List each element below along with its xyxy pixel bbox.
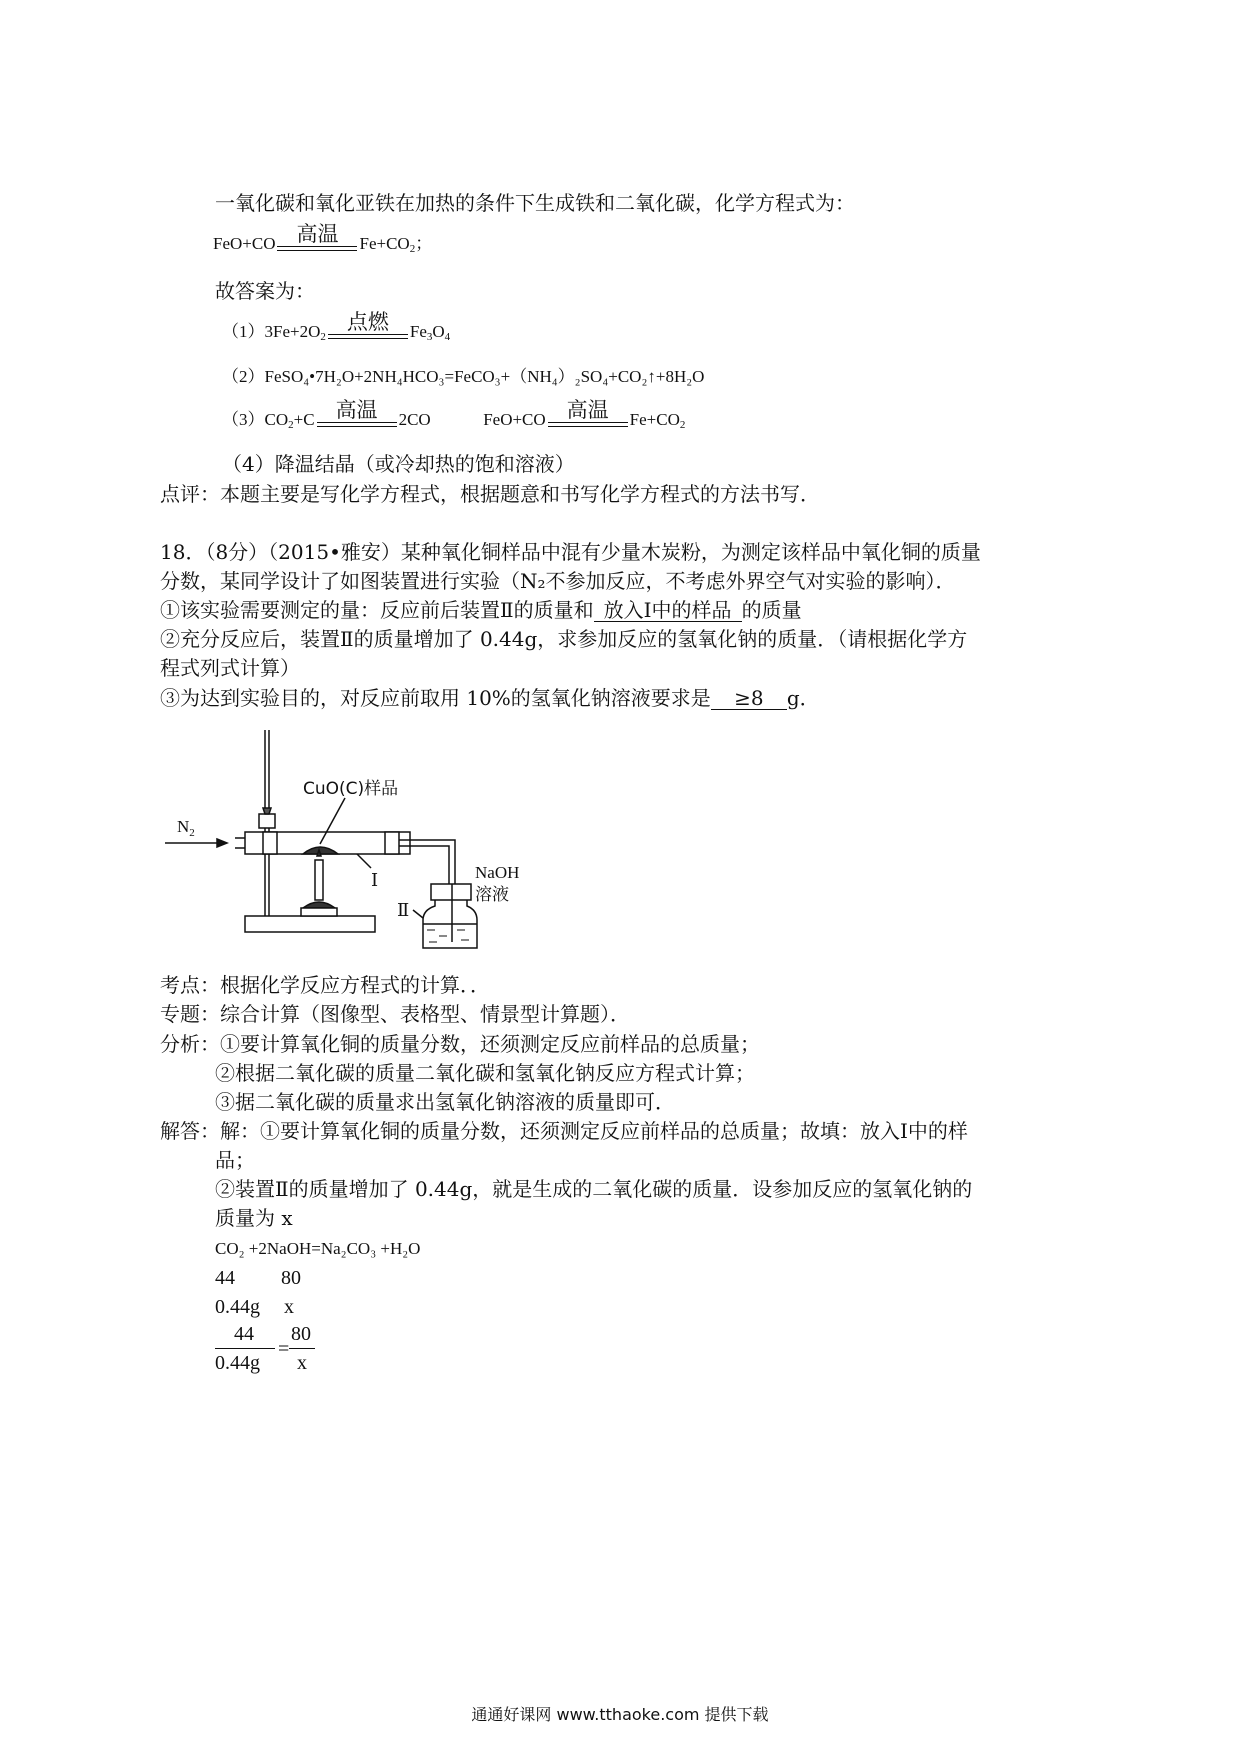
solution-label: 溶液 xyxy=(475,885,509,905)
answer-blank-3: ≥8 xyxy=(711,687,787,710)
q18-part1: ①该实验需要测定的量：反应前后装置Ⅱ的质量和 放入Ⅰ中的样品 的质量 xyxy=(160,598,802,622)
reaction-condition: 点燃 xyxy=(326,319,410,345)
frac-denominator-1: 0.44g xyxy=(215,1352,260,1374)
q18-part3: ③为达到实验目的，对反应前取用 10%的氢氧化钠溶液要求是 ≥8 g． xyxy=(160,686,820,710)
label-II: Ⅱ xyxy=(397,900,410,921)
q18-line2: 分数，某同学设计了如图装置进行实验（N₂不参加反应，不考虑外界空气对实验的影响）． xyxy=(160,569,956,593)
apparatus-diagram xyxy=(175,779,535,950)
equation-feo-co: FeO+CO 高温 $Fe+CO_2$； xyxy=(213,222,433,255)
answer-2: （2）FeSO₄•7H₂O+2NH₄HCO₃=FeCO₃+（NH₄）₂SO₄+CO₂↑+8H₂O xyxy=(222,367,705,386)
zhuanti: 专题：综合计算（图像型、表格型、情景型计算题）． xyxy=(160,1002,630,1026)
q18-part2-line1: ②充分反应后，装置Ⅱ的质量增加了 0.44g，求参加反应的氢氧化钠的质量．（请根据化学方 xyxy=(160,627,968,651)
eq-left: FeO+CO xyxy=(213,234,276,253)
comment: 点评：本题主要是写化学方程式，根据题意和书写化学方程式的方法书写． xyxy=(160,482,820,506)
frac-numerator-2: 80 xyxy=(291,1323,311,1345)
reaction-condition: 高温 xyxy=(315,407,399,433)
answer-4: （4）降温结晶（或冷却热的饱和溶液） xyxy=(222,452,575,476)
frac-denominator-2: x xyxy=(297,1352,307,1374)
jieda-3: ②装置Ⅱ的质量增加了 0.44g，就是生成的二氧化碳的质量．设参加反应的氢氧化钠的 xyxy=(215,1177,973,1201)
label-I: Ⅰ xyxy=(371,870,379,891)
ratio-row-2: 0.44g x xyxy=(215,1296,294,1318)
kaodian: 考点：根据化学反应方程式的计算．． xyxy=(160,973,490,997)
jieda-1: 解答：解：①要计算氧化铜的质量分数，还须测定反应前样品的总质量；故填：放入Ⅰ中的样 xyxy=(160,1119,968,1143)
co-feo-text: 一氧化碳和氧化亚铁在加热的条件下生成铁和二氧化碳，化学方程式为： xyxy=(215,191,855,215)
frac-equals: = xyxy=(278,1338,290,1360)
sample-label: CuO(C)样品 xyxy=(303,779,399,799)
footer: 通通好课网 www.tthaoke.com 提供下载 xyxy=(471,1705,769,1724)
fenxi-1: 分析：①要计算氧化铜的质量分数，还须测定反应前样品的总质量； xyxy=(160,1032,760,1056)
n2-label: $N_2$ xyxy=(177,817,195,839)
reaction-equation: CO₂ +2NaOH=Na₂CO₃ +H₂O xyxy=(215,1239,421,1258)
fenxi-2: ②根据二氧化碳的质量二氧化碳和氢氧化钠反应方程式计算； xyxy=(215,1061,755,1085)
answer-1: $(1)3Fe+2O_2$ 点燃 $Fe_3O_4$ xyxy=(222,310,451,343)
naoh-label: NaOH xyxy=(475,863,520,882)
reaction-condition: 高温 xyxy=(275,231,359,257)
q18-line1: 18．（8分）（2015•雅安）某种氧化铜样品中混有少量木炭粉，为测定该样品中氧化铜的质量 xyxy=(160,540,981,564)
frac-numerator-1: 44 xyxy=(234,1323,254,1345)
jieda-4: 质量为 x xyxy=(215,1206,293,1230)
jieda-2: 品； xyxy=(215,1148,255,1172)
q18-part2-line2: 程式列式计算） xyxy=(160,656,300,680)
ratio-row-1: 44 80 xyxy=(215,1267,301,1289)
reaction-condition: 高温 xyxy=(546,407,630,433)
fenxi-3: ③据二氧化碳的质量求出氢氧化钠溶液的质量即可． xyxy=(215,1090,675,1114)
answer-3: $(3)CO_2+C$ 高温 2CO FeO+CO 高温 $Fe+CO_2$ xyxy=(222,398,686,431)
answer-blank-1: 放入Ⅰ中的样品 xyxy=(594,599,742,622)
answer-label: 故答案为： xyxy=(215,279,315,303)
eq-right: Fe+CO xyxy=(359,234,410,253)
